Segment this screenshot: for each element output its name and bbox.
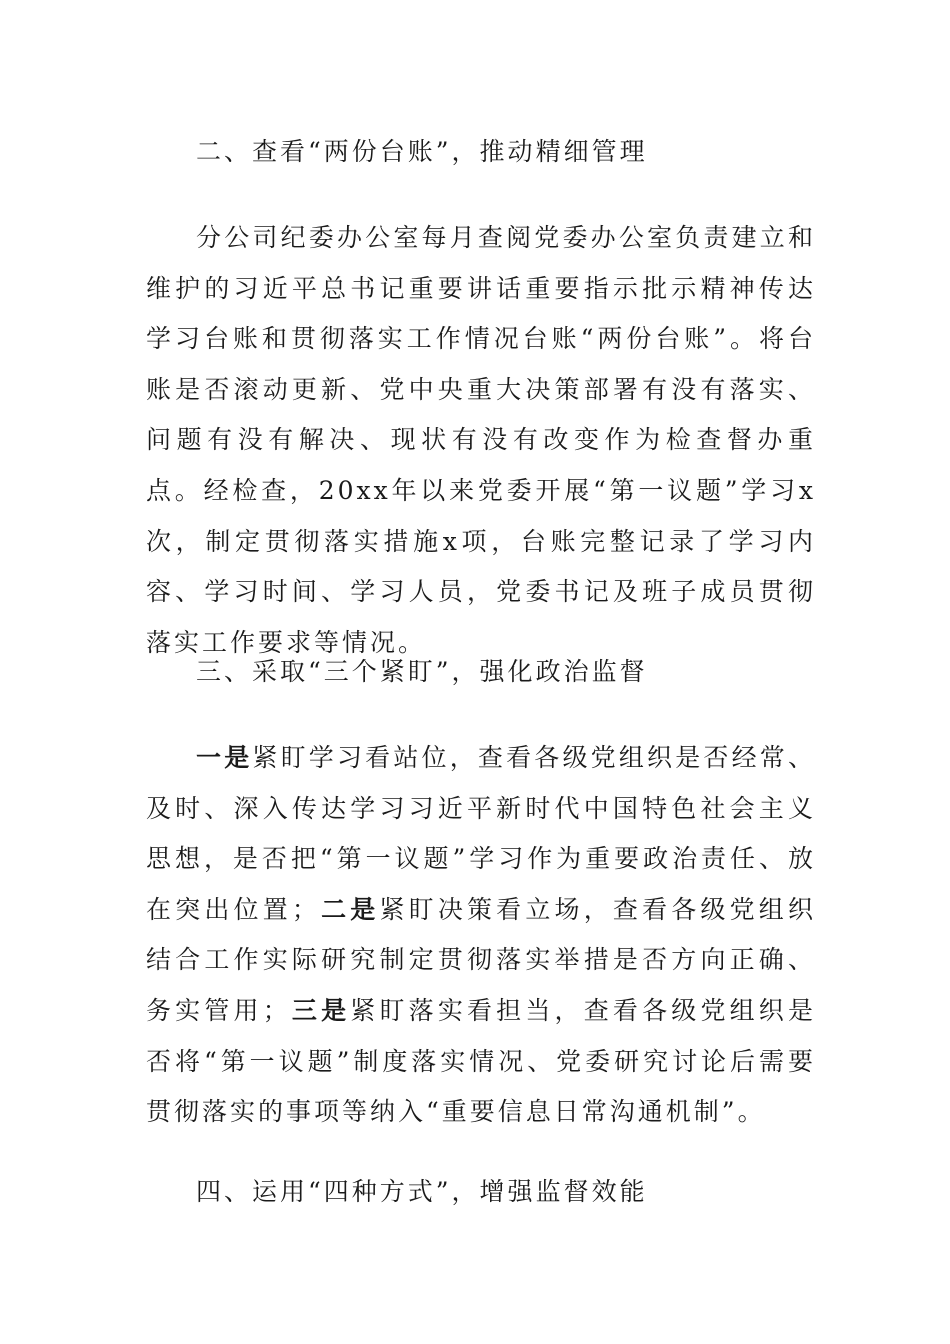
point-second-text: 紧盯决策看立场，查看各级党组织结合工作实际研究制定贯彻落实举措是否方向正确、务实管用； (146, 894, 816, 1025)
lead-third: 三是 (290, 995, 351, 1025)
section-heading-2: 二、查看“两份台账”，推动精细管理 (196, 137, 648, 166)
section-heading-4: 四、运用“四种方式”，增强监督效能 (196, 1177, 648, 1206)
point-third-text: 紧盯落实看担当，查看各级党组织是否将“第一议题”制度落实情况、党委研究讨论后需要贯彻落实的事项等纳入“重要信息日常沟通机制”。 (146, 995, 816, 1127)
section-paragraph-2: 分公司纪委办公室每月查阅党委办公室负责建立和维护的习近平总书记重要讲话重要指示批示精神传达学习台账和贯彻落实工作情况台账“两份台账”。将台账是否滚动更新、党中央重大决策部署有没有落实、问题有没有解决、现状有没有改变作为检查督办重点。经检查，20xx年以来党委开展“第一议题”学习x次，制定贯彻落实措施x项，台账完整记录了学习内容、学习时间、学习人员，党委书记及班子成员贯彻落实工作要求等情况。 (146, 223, 816, 657)
section-heading-3: 三、采取“三个紧盯”，强化政治监督 (196, 657, 648, 686)
section-paragraph-3 (146, 733, 816, 1138)
lead-first: 一是 (196, 743, 253, 772)
lead-second: 二是 (319, 894, 380, 924)
point-first-text: 紧盯学习看站位，查看各级党组织是否经常、及时、深入传达学习习近平新时代中国特色社会主义思想，是否把“第一议题”学习作为重要政治责任、放在突出位置； (146, 743, 816, 924)
